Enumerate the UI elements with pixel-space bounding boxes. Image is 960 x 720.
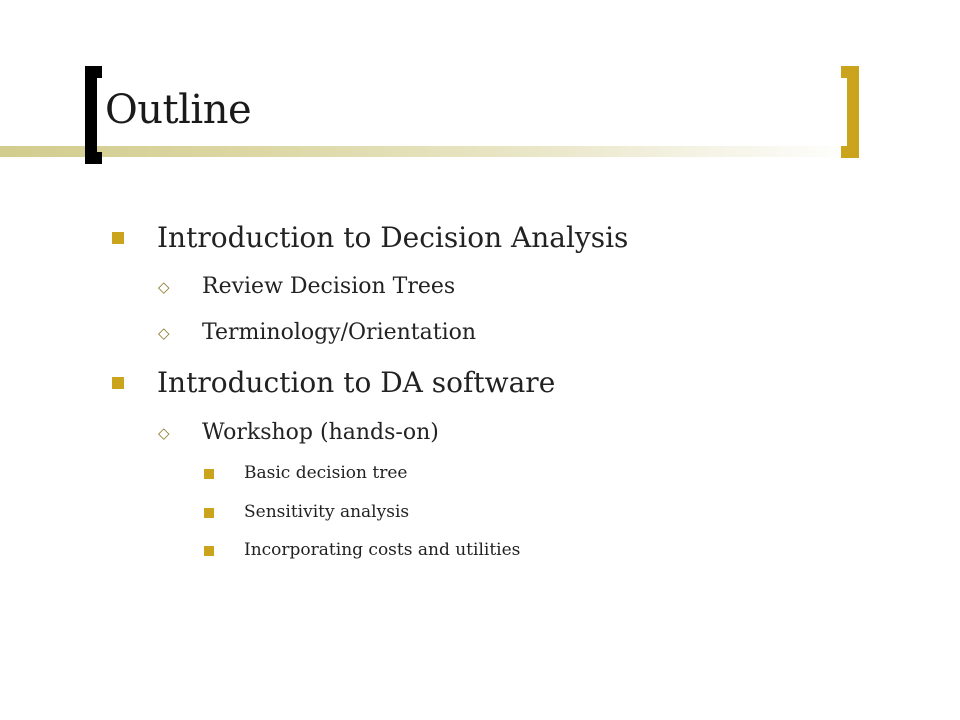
diamond-bullet-icon: ◇ bbox=[158, 424, 170, 442]
square-bullet-icon bbox=[204, 469, 214, 479]
title-underline-bar bbox=[0, 146, 860, 157]
outline-item-level2: Review Decision Trees bbox=[202, 274, 456, 299]
outline-item-level3: Sensitivity analysis bbox=[244, 502, 410, 522]
slide-title: Outline bbox=[105, 87, 252, 133]
outline-item-level2: Terminology/Orientation bbox=[202, 320, 477, 345]
outline-item-level3: Basic decision tree bbox=[244, 463, 408, 483]
outline-item-level1: Introduction to Decision Analysis bbox=[157, 221, 629, 254]
outline-item-level3: Incorporating costs and utilities bbox=[244, 540, 521, 560]
square-bullet-icon bbox=[204, 546, 214, 556]
square-bullet-icon bbox=[112, 377, 124, 389]
diamond-bullet-icon: ◇ bbox=[158, 324, 170, 342]
outline-item-level2: Workshop (hands-on) bbox=[202, 420, 439, 445]
diamond-bullet-icon: ◇ bbox=[158, 278, 170, 296]
square-bullet-icon bbox=[112, 232, 124, 244]
square-bullet-icon bbox=[204, 508, 214, 518]
right-bracket-decoration bbox=[841, 66, 859, 158]
outline-item-level1: Introduction to DA software bbox=[157, 366, 556, 399]
left-bracket-decoration bbox=[85, 66, 102, 164]
